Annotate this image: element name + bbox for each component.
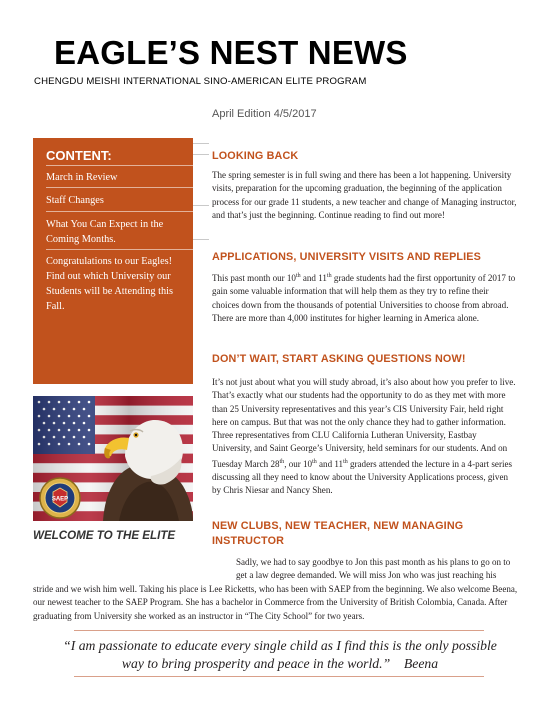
contents-divider: [46, 165, 193, 166]
contents-item-coming-months[interactable]: What You Can Expect in the Coming Months.: [46, 219, 164, 245]
divider-line: [193, 239, 209, 240]
quote-bottom-rule: [74, 676, 484, 677]
article-dont-wait-body: It’s not just about what you will study abroad, it’s also about how you prefer to live. That’s exactly what our students had the opportunity to do as they met with more than 25 University representatives and this year’s CIS University Fair, held right here on campus. But that was not the only chance they had to gather information. Three representatives from CLU California Lutheran University, Eastbay University, and Saint George’s University, held seminars for our students. And on Tuesday March 28th, our 10th and 11th graders attended the lecture in a 4-part series discussing all they need to know about the University Applications process, given by Chris Niesar and Nancy Shen.: [212, 377, 516, 496]
seal-text: SAEP: [51, 496, 69, 503]
section-heading-looking-back: LOOKING BACK: [212, 150, 299, 162]
edition-date: April Edition 4/5/2017: [212, 108, 317, 120]
contents-divider: [46, 249, 193, 250]
contents-item-congratulations[interactable]: Congratulations to our Eagles!: [46, 256, 173, 267]
contents-divider: [46, 211, 193, 212]
contents-heading: CONTENT:: [46, 148, 112, 163]
contents-item-staff-changes[interactable]: Staff Changes: [46, 195, 104, 206]
article-new-clubs-body: stride and we wish him well. Taking his place is Lee Ricketts, who has been with SAEP from the beginning. We also welcome Beena, our newest teacher to the SAEP Program. She has a bachelor in Commerce from the University of British Colombia, Canada. After graduating from University she worked as an instructor in “The City School” for two years.: [33, 584, 518, 621]
quote-author: Beena: [403, 656, 439, 671]
contents-item-march-review[interactable]: March in Review: [46, 172, 118, 183]
contents-item-university-fall[interactable]: Find out which University our Students will be Attending this Fall.: [46, 271, 173, 312]
divider-line: [193, 154, 209, 155]
newsletter-title: EAGLE’S NEST NEWS: [54, 34, 408, 71]
article-looking-back-body: The spring semester is in full swing and there has been a lot happening. University visits, preparation for the upcoming graduation, the beginning of the application process for our grade 11 students, a new teacher and change of Managing instructor, and that’s just the beginning. Continue reading to find out more!: [212, 170, 517, 220]
quote-top-rule: [74, 630, 484, 631]
article-applications-body: This past month our 10th and 11th grade students had the first opportunity of 2017 to gain some valuable information that will help them as they try to refine their choices down from the thousands of potential Universities to choose from abroad. There are more than 4,000 institutes for higher learning in America alone.: [212, 273, 516, 323]
contents-box: [33, 138, 193, 384]
quote-text: “I am passionate to educate every single child as I find this is the only possible way to bring prosperity and peace in the world.”: [63, 638, 497, 671]
section-heading-dont-wait: DON’T WAIT, START ASKING QUESTIONS NOW!: [212, 353, 466, 365]
eagle-flag-photo: [33, 396, 193, 521]
newsletter-subtitle: CHENGDU MEISHI INTERNATIONAL SINO-AMERICAN ELITE PROGRAM: [34, 76, 367, 87]
saep-seal-icon: [40, 478, 80, 518]
section-heading-new-clubs: NEW CLUBS, NEW TEACHER, NEW MANAGING INSTRUCTOR: [212, 520, 464, 547]
contents-divider: [46, 187, 193, 188]
divider-line: [193, 143, 209, 144]
eagle-flag-illustration: [33, 396, 193, 521]
pull-quote: [60, 637, 500, 673]
section-heading-applications: APPLICATIONS, UNIVERSITY VISITS AND REPLIES: [212, 251, 482, 263]
article-new-clubs-intro: Sadly, we had to say goodbye to Jon this past month as his plans to go on to get a law degree demanded. We will miss Jon who was just reaching his: [236, 557, 511, 581]
divider-line: [193, 205, 209, 206]
photo-caption: WELCOME TO THE ELITE: [33, 529, 176, 542]
